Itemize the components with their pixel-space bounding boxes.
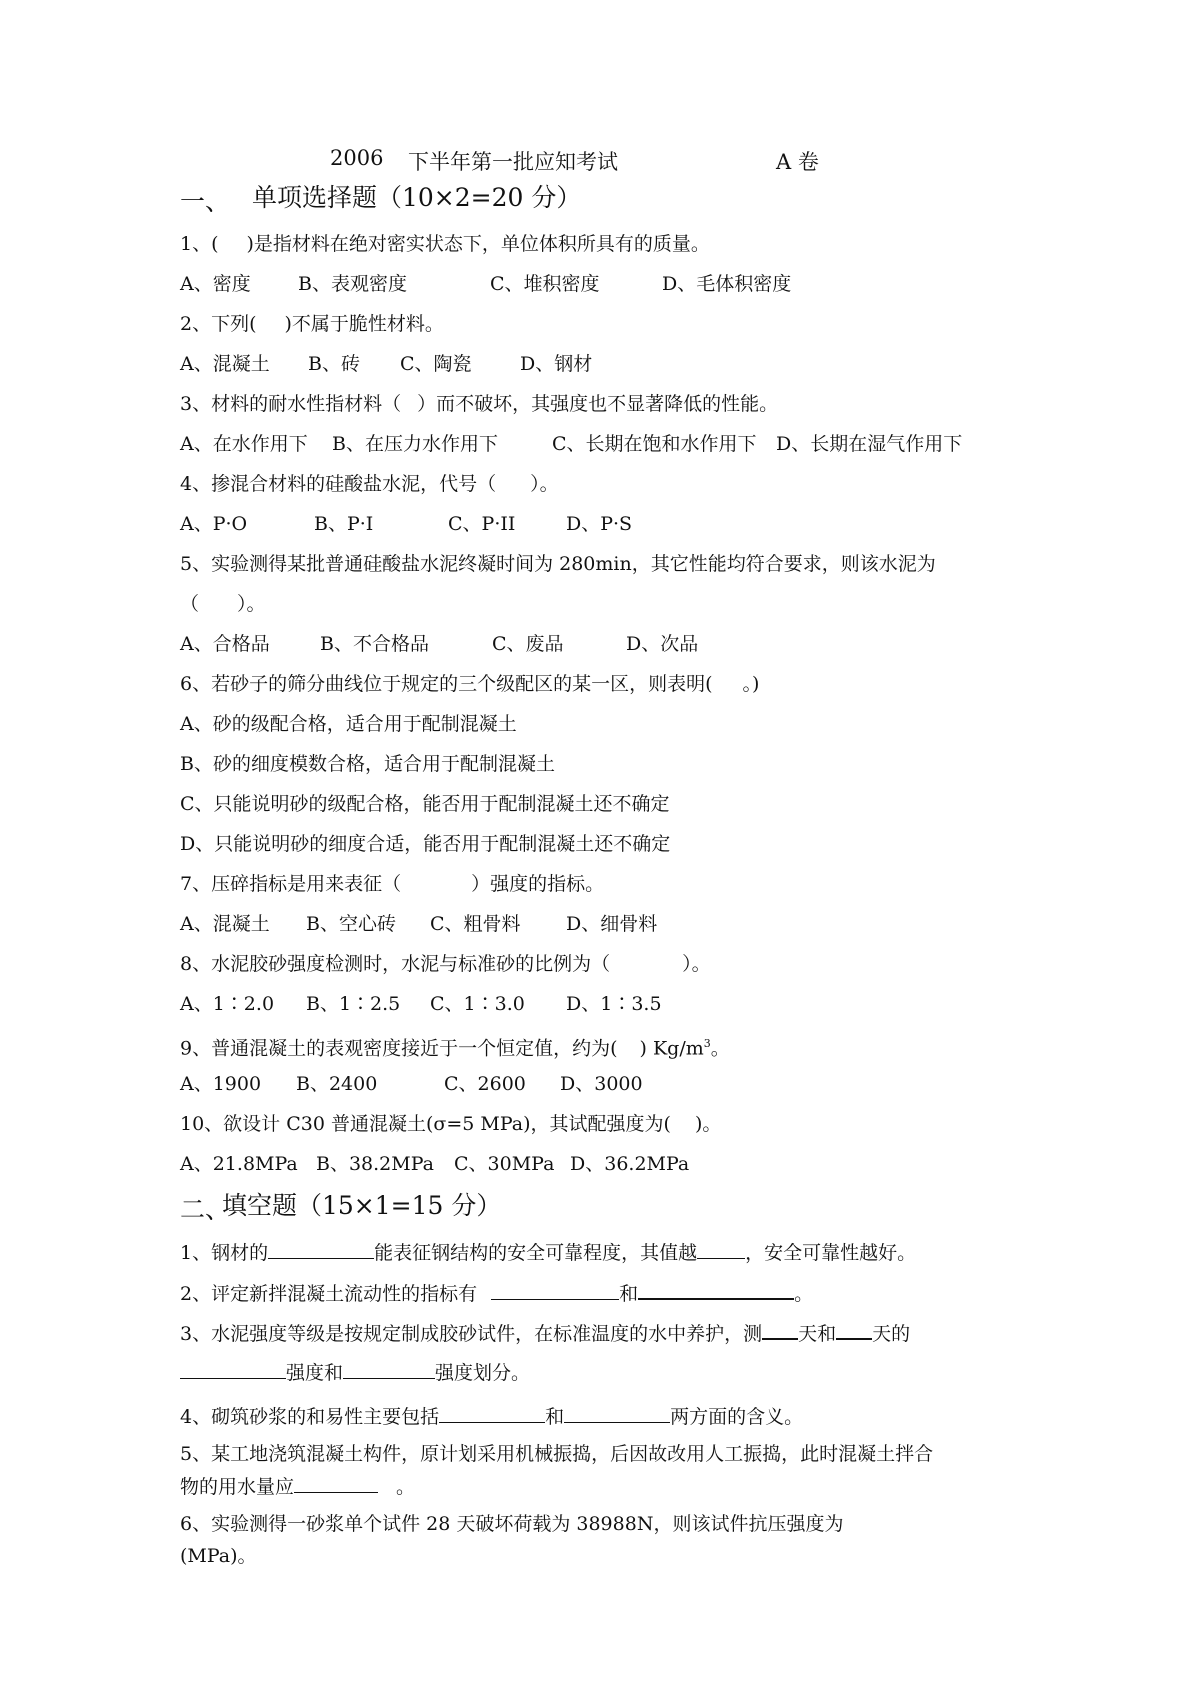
option: A、混凝土 [180, 353, 270, 375]
option: A、21.8MPa [180, 1153, 298, 1175]
option: A、1∶2.0 [180, 993, 275, 1015]
option: C、2600 [444, 1073, 526, 1095]
paper-label: A 卷 [776, 150, 819, 174]
question-2: 2、下列( )不属于脆性材料。 [180, 313, 444, 335]
option: B、表观密度 [298, 273, 407, 295]
section1-number: 一、 [180, 187, 231, 216]
option: B、38.2MPa [316, 1153, 434, 1175]
answer-blank[interactable] [268, 1240, 374, 1259]
exam-title: 下半年第一批应知考试 [408, 150, 618, 174]
option: C、长期在饱和水作用下 [552, 433, 757, 455]
fill-question-5: 5、某工地浇筑混凝土构件，原计划采用机械振捣，后因故改用人工振捣，此时混凝土拌合 [180, 1443, 934, 1465]
answer-blank[interactable] [343, 1360, 435, 1379]
answer-blank[interactable] [762, 1320, 798, 1340]
option: C、陶瓷 [400, 353, 472, 375]
option: D、细骨料 [566, 913, 658, 935]
option: A、P·O [180, 513, 248, 535]
answer-blank[interactable] [638, 1280, 794, 1300]
answer-blank[interactable] [294, 1474, 378, 1493]
answer-blank[interactable] [697, 1240, 745, 1259]
option: B、P·I [314, 513, 374, 535]
option: A、合格品 [180, 633, 270, 655]
section2-number: 二、 [180, 1195, 231, 1224]
section2-title: 填空题（15×1=15 分） [222, 1191, 502, 1220]
exam-year: 2006 [330, 146, 384, 170]
option: D、36.2MPa [570, 1153, 690, 1175]
option: D、1∶3.5 [566, 993, 662, 1015]
question-2-options [180, 352, 592, 376]
option: B、在压力水作用下 [332, 433, 498, 455]
question-6: 6、若砂子的筛分曲线位于规定的三个级配区的某一区，则表明( 。) [180, 673, 760, 695]
fill-question-3-continued: 强度和 强度划分。 [180, 1360, 530, 1385]
question-9-options [180, 1072, 643, 1096]
question-10-options [180, 1152, 689, 1176]
option: D、毛体积密度 [662, 273, 792, 295]
option: B、砖 [308, 353, 360, 375]
option: C、废品 [492, 633, 564, 655]
question-8-options [180, 992, 662, 1016]
option: D、长期在湿气作用下 [776, 433, 963, 455]
question-3-options [180, 432, 962, 456]
question-1: 1、( )是指材料在绝对密实状态下，单位体积所具有的质量。 [180, 233, 710, 255]
question-5: 5、实验测得某批普通硅酸盐水泥终凝时间为 280min，其它性能均符合要求，则该水泥为 [180, 553, 936, 575]
fill-question-6: 6、实验测得一砂浆单个试件 28 天破坏荷载为 38988N，则该试件抗压强度为 [180, 1513, 844, 1535]
option: D、钢材 [520, 353, 593, 375]
option: A、在水作用下 [180, 433, 308, 455]
question-6-option-d: D、只能说明砂的细度合适，能否用于配制混凝土还不确定 [180, 833, 671, 855]
answer-blank[interactable] [491, 1281, 619, 1300]
option: D、次品 [626, 633, 699, 655]
answer-blank[interactable] [836, 1320, 872, 1340]
question-5-continued: （ ）。 [180, 593, 266, 615]
option: C、粗骨料 [430, 913, 521, 935]
question-4-options [180, 512, 632, 536]
fill-question-6-continued: (MPa)。 [180, 1545, 257, 1567]
question-3: 3、材料的耐水性指材料（ ）而不破坏，其强度也不显著降低的性能。 [180, 393, 779, 415]
question-10: 10、欲设计 C30 普通混凝土(σ=5 MPa)，其试配强度为( )。 [180, 1113, 722, 1135]
option: D、P·S [566, 513, 633, 535]
section1-title: 单项选择题（10×2=20 分） [252, 183, 582, 212]
question-9: 9、普通混凝土的表观密度接近于一个恒定值，约为( ) $Kg/m^3$。 [180, 1037, 730, 1060]
question-6-option-a: A、砂的级配合格，适合用于配制混凝土 [180, 713, 517, 735]
fill-question-4: 4、砌筑砂浆的和易性主要包括 和 两方面的含义。 [180, 1406, 804, 1428]
question-7-options [180, 912, 657, 936]
fill-question-3: 3、水泥强度等级是按规定制成胶砂试件，在标准温度的水中养护，测 天和 天的 [180, 1320, 910, 1346]
option: B、1∶2.5 [306, 993, 401, 1015]
question-6-option-b: B、砂的细度模数合格，适合用于配制混凝土 [180, 753, 555, 775]
option: A、混凝土 [180, 913, 270, 935]
question-8: 8、水泥胶砂强度检测时，水泥与标准砂的比例为（ ）。 [180, 953, 711, 975]
option: C、30MPa [454, 1153, 555, 1175]
question-5-options [180, 632, 698, 656]
option: C、1∶3.0 [430, 993, 525, 1015]
fill-question-2: 2、评定新拌混凝土流动性的指标有 和 。 [180, 1280, 813, 1306]
option: B、空心砖 [306, 913, 396, 935]
question-6-option-c: C、只能说明砂的级配合格，能否用于配制混凝土还不确定 [180, 793, 670, 815]
option: B、2400 [296, 1073, 378, 1095]
fill-question-1: 1、钢材的 能表征钢结构的安全可靠程度，其值越 ，安全可靠性越好。 [180, 1242, 917, 1264]
question-1-options [180, 272, 791, 296]
question-4: 4、掺混合材料的硅酸盐水泥，代号（ ）。 [180, 473, 559, 495]
option: B、不合格品 [320, 633, 429, 655]
answer-blank[interactable] [439, 1404, 545, 1423]
option: C、堆积密度 [490, 273, 600, 295]
question-7: 7、压碎指标是用来表征（ ）强度的指标。 [180, 873, 605, 895]
answer-blank[interactable] [564, 1404, 670, 1423]
fill-question-5-continued: 物的用水量应 。 [180, 1476, 416, 1498]
option: A、密度 [180, 273, 251, 295]
option: D、3000 [560, 1073, 643, 1095]
option: A、1900 [180, 1073, 262, 1095]
option: C、P·II [448, 513, 516, 535]
answer-blank[interactable] [180, 1360, 286, 1379]
